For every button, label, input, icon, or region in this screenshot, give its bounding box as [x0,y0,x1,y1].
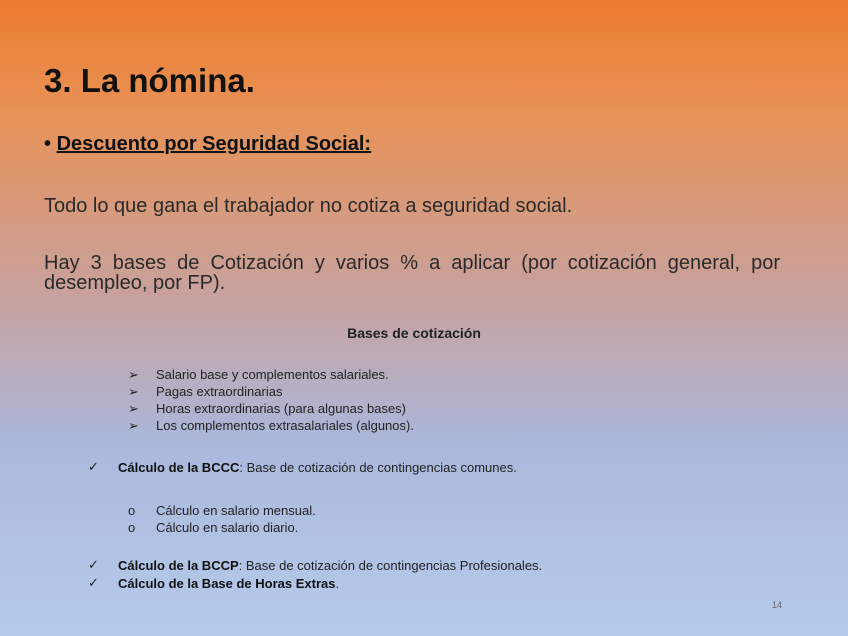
check-item-horas-extras [88,575,339,591]
list-item [128,519,316,536]
check-item-bccc [88,459,517,475]
circle-list [128,502,316,536]
list-item [128,366,414,383]
list-item-text: Los complementos extrasalariales (algunos). [156,418,414,433]
list-item-text: Horas extraordinarias (para algunas bases) [156,401,407,416]
arrow-icon: ➢ [128,401,139,416]
check-item-bccp [88,557,542,573]
check-item-bold: Cálculo de la BCCP [118,557,239,573]
paragraph-2: Hay 3 bases de Cotización y varios % a aplicar (por cotización general, por desempleo, por FP). [44,252,780,294]
checkmark-icon: ✓ [88,557,99,572]
section-heading-text: Descuento por Seguridad Social: [56,133,372,155]
list-item [128,400,414,417]
check-item-bold: Cálculo de la BCCC [118,459,240,475]
arrow-icon: ➢ [128,367,139,382]
bullet-icon: • [44,133,52,155]
checkmark-icon: ✓ [88,459,99,474]
list-item [128,502,316,519]
check-item-text: : Base de cotización de contingencias Profesionales. [238,557,543,573]
check-item-text: : Base de cotización de contingencias comunes. [239,459,517,475]
paragraph-1: Todo lo que gana el trabajador no cotiza a seguridad social. [44,195,573,217]
list-item-text: Salario base y complementos salariales. [156,367,389,382]
subtitle: Bases de cotización [347,325,481,341]
list-item-text: Cálculo en salario diario. [156,520,299,535]
circle-bullet-icon: o [128,503,136,518]
slide-title: 3. La nómina. [44,62,255,99]
circle-bullet-icon: o [128,520,136,535]
page-number: 14 [772,600,783,610]
arrow-icon: ➢ [128,384,139,399]
list-item-text: Pagas extraordinarias [156,384,283,399]
checkmark-icon: ✓ [88,575,99,590]
list-item-text: Cálculo en salario mensual. [156,503,316,518]
arrow-list [128,366,414,434]
check-item-bold: Cálculo de la Base de Horas Extras [118,575,336,591]
check-item-text: . [335,575,340,591]
section-heading [44,133,371,156]
list-item [128,417,414,434]
list-item [128,383,414,400]
arrow-icon: ➢ [128,418,139,433]
